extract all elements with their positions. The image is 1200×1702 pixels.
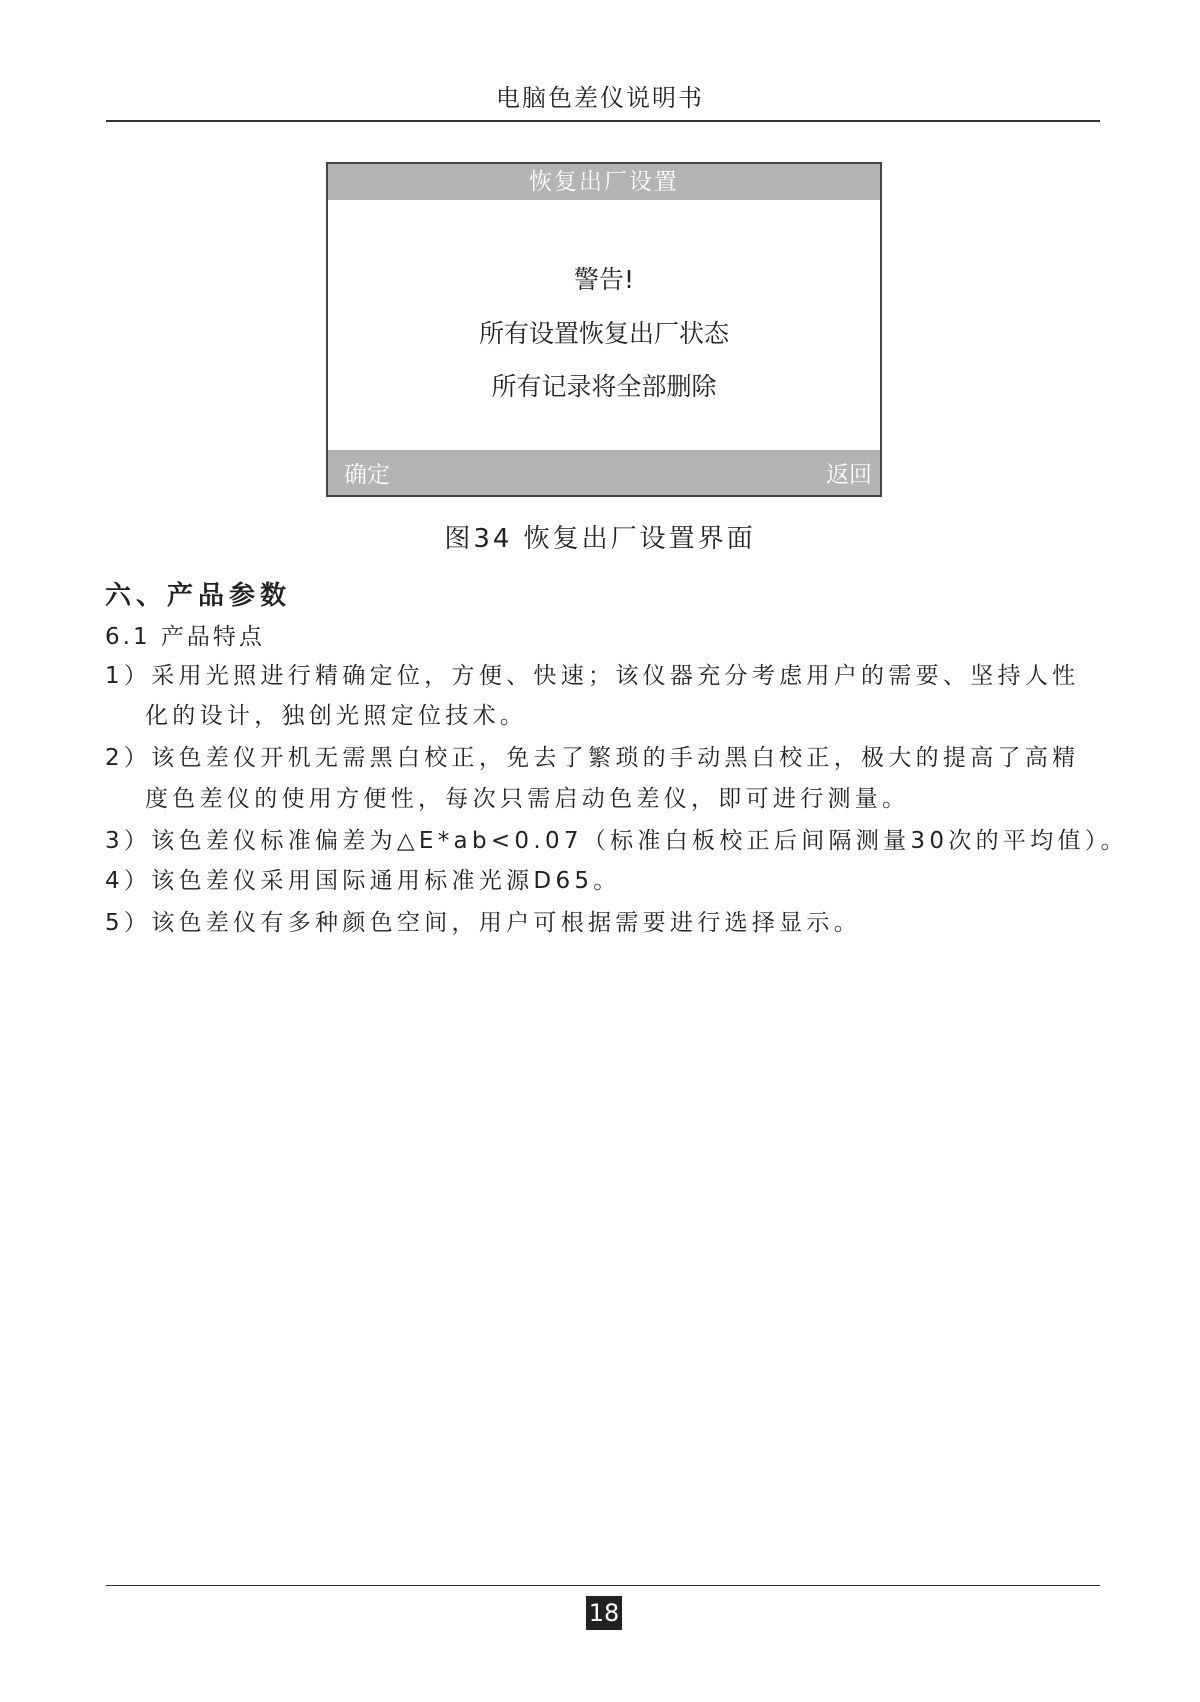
figure-caption: 图34 恢复出厂设置界面: [444, 524, 756, 554]
page-number: 18: [586, 1596, 622, 1630]
subsection-heading: 6.1 产品特点: [105, 624, 265, 650]
header-divider: [106, 120, 1100, 122]
section-heading: 六、产品参数: [105, 581, 292, 611]
feature-1-cont: 化的设计，独创光照定位技术。: [145, 703, 528, 729]
feature-4: 4）该色差仪采用国际通用标准光源D65。: [105, 868, 621, 894]
screen-bottom-bar: [328, 450, 880, 495]
feature-2-cont: 度色差仪的使用方便性，每次只需启动色差仪，即可进行测量。: [145, 786, 910, 812]
footer-divider: [106, 1585, 1100, 1586]
device-screen-figure: [326, 162, 882, 497]
feature-1: 1）采用光照进行精确定位，方便、快速；该仪器充分考虑用户的需要、坚持人性: [105, 663, 1080, 689]
feature-3: 3）该色差仪标准偏差为△E*ab<0.07（标准白板校正后间隔测量30次的平均值）。: [105, 828, 1128, 854]
warning-line-2: 所有记录将全部删除: [491, 372, 717, 401]
warning-line-1: 所有设置恢复出厂状态: [478, 319, 729, 348]
screen-title-bar: 恢复出厂设置: [328, 164, 880, 200]
warning-text: 警告!: [573, 265, 635, 294]
page-header-title: 电脑色差仪说明书: [496, 84, 704, 112]
confirm-softkey: 确定: [344, 462, 390, 488]
feature-5: 5）该色差仪有多种颜色空间，用户可根据需要进行选择显示。: [105, 910, 862, 936]
back-softkey: 返回: [826, 462, 872, 488]
feature-2: 2）该色差仪开机无需黑白校正，免去了繁琐的手动黑白校正，极大的提高了高精: [105, 745, 1080, 771]
